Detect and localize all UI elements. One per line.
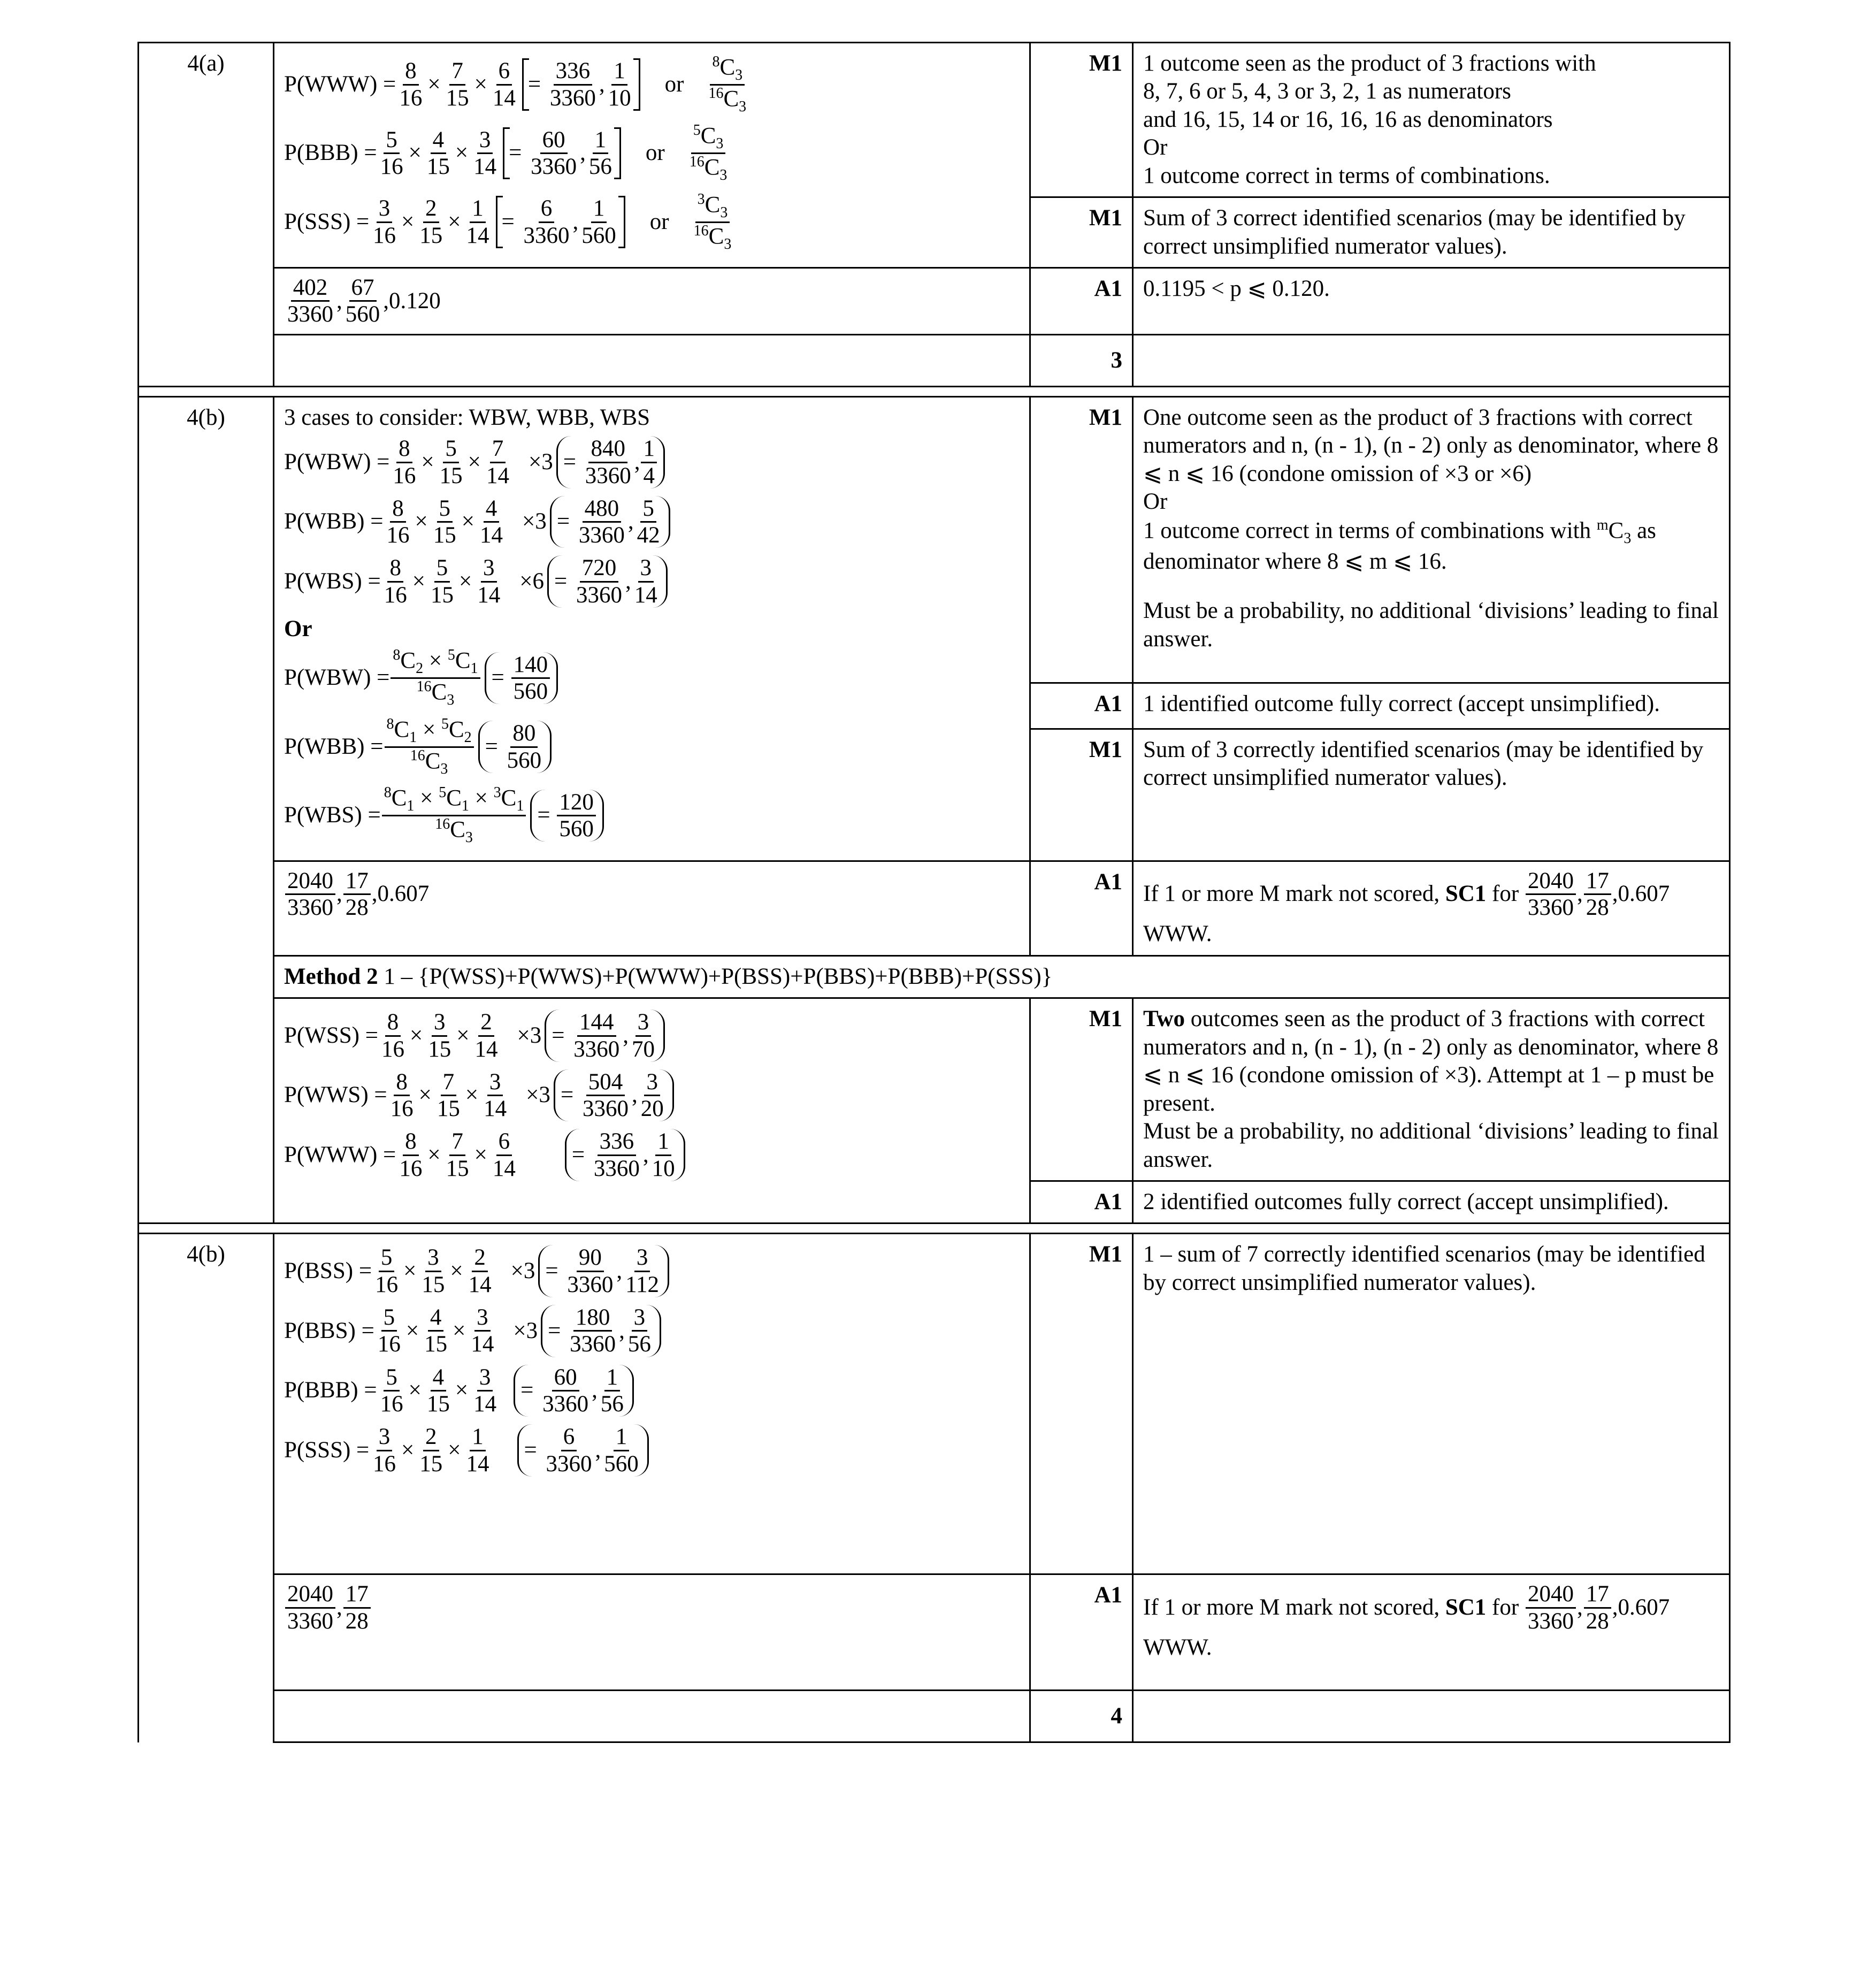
mark-code: M1 — [1030, 396, 1133, 683]
mark-code: A1 — [1030, 1181, 1133, 1223]
mark-code: A1 — [1030, 1574, 1133, 1691]
mark-code: M1 — [1030, 1234, 1133, 1574]
mark-code: A1 — [1030, 683, 1133, 729]
equation-www-m2: P(WWW) = $\frac{8}{16}$ × $\frac{7}{15}$ × $\frac{6}{14}$ = 336 3360 , 1 10 — [284, 1129, 1020, 1181]
mark-code: M1 — [1030, 43, 1133, 197]
mark-code: M1 — [1030, 998, 1133, 1181]
guidance-cell: 0.1195 < p ⩽ 0.120. — [1133, 268, 1730, 335]
mark-scheme-table — [137, 42, 1730, 1743]
guidance-cell: 1 – sum of 7 correctly identified scenarios (may be identified by correct unsimplified numerator values). — [1133, 1234, 1730, 1574]
answer-cell: 2040 3360 , 17 28 — [274, 1574, 1030, 1691]
guidance-cell: Sum of 3 correct identified scenarios (may be identified by correct unsimplified numerator values). — [1133, 197, 1730, 268]
equation-wss: P(WSS) = $\frac{8}{16}$ × $\frac{3}{15}$ × $\frac{2}{14}$ ×3 = 144 3360 , 3 70 — [284, 1010, 1020, 1062]
guidance-cell: 1 outcome seen as the product of 3 fractions with 8, 7, 6 or 5, 4, 3 or 3, 2, 1 as numerators and 16, 15, 14 or 16, 16, 16 as denominators Or 1 outcome correct in terms of combinations. — [1133, 43, 1730, 197]
total-marks: 4 — [1030, 1691, 1133, 1742]
equation-comb-wbs: P(WBS) = $\frac{^8C_1 \times ^5C_1 \times ^3C_1}{^{16}C_3}$ = 120 560 — [284, 785, 1020, 846]
equation-comb-wbw: P(WBW) = $\frac{^8C_2 \times ^5C_1}{^{16}C_3}$ = 140 560 — [284, 647, 1020, 708]
equation-wbs: P(WBS) = $\frac{8}{16}$ × $\frac{5}{15}$ × $\frac{3}{14}$ ×6 = 720 3360 , 3 14 — [284, 555, 1020, 608]
guidance-cell: Two outcomes seen as the product of 3 fractions with correct numerators and n, (n - 1), (n - 2) only as denominator, where 8 ⩽ n ⩽ 16 (condone omission of ×3). Attempt at 1 – p must be present. Must be a probability, no additional ‘divisions’ leading to final answer. — [1133, 998, 1730, 1181]
total-marks: 3 — [1030, 334, 1133, 386]
question-label: 4(b) — [139, 396, 274, 1224]
mark-code: M1 — [1030, 197, 1133, 268]
working-cell — [274, 998, 1030, 1224]
equation-wbw: P(WBW) = $\frac{8}{16}$ × $\frac{5}{15}$ × $\frac{7}{14}$ ×3 = 840 3360 , 1 4 — [284, 436, 1020, 488]
mark-code: A1 — [1030, 268, 1133, 335]
equation-sss: P(SSS) = $\frac{3}{16}$ × $\frac{2}{15}$ × $\frac{1}{14}$ = 6 3360 , 1 560 or $^3C_3$ $^{16}C_3$ — [284, 190, 732, 253]
equation-comb-wbb: P(WBB) = $\frac{^8C_1 \times ^5C_2}{^{16}C_3}$ = 80 560 — [284, 716, 1020, 777]
guidance-cell: Sum of 3 correctly identified scenarios (may be identified by correct unsimplified numerator values). — [1133, 729, 1730, 861]
answer-cell: 402 3360 , 67 560 , 0.120 — [274, 268, 1030, 335]
equation-bbs: P(BBS) = $\frac{5}{16}$ × $\frac{4}{15}$ × $\frac{3}{14}$ ×3 = 180 3360 , 3 56 — [284, 1305, 1020, 1357]
guidance-cell: 1 identified outcome fully correct (accept unsimplified). — [1133, 683, 1730, 729]
answer-cell: 2040 3360 , 17 28 , 0.607 — [274, 861, 1030, 955]
question-label: 4(a) — [139, 43, 274, 335]
method-2-header: Method 2 1 – {P(WSS)+P(WWS)+P(WWW)+P(BSS)+P(BBS)+P(BBB)+P(SSS)} — [274, 955, 1730, 998]
working-cell — [274, 43, 1030, 268]
working-cell: 3 cases to consider: WBW, WBB, WBS P(WBW) = $\frac{8}{16}$ × $\frac{5}{15}$ × $\frac{7}{14}$ ×3 = 840 3360 , 1 4 P(WBB) = $\frac{8}{16}$ × $\frac{5}{15}$ × $\frac{4}{14}$ ×3 = 480 3360 , 5 42 P(WBS) = $\frac{8}{16}$ × $\frac{5}{15}$ × $\frac{3}{14}$ ×6 = 720 3360 , 3 14 Or P(WBW) = $\frac{^8C_2 \times ^5C_1}{^{16}C_3}$ = 140 560 P(WBB) = $\frac{^8C_1 \times ^5C_2}{^{16}C_3}$ = 80 560 P(WBS) = $\frac{^8C_1 \times ^5C_1 \times ^3C_1}{^{16}C_3}$ = 120 560 — [274, 396, 1030, 861]
equation-sss-m2: P(SSS) = $\frac{3}{16}$ × $\frac{2}{15}$ × $\frac{1}{14}$ = 6 3360 , 1 560 — [284, 1424, 1020, 1477]
guidance-cell: One outcome seen as the product of 3 fractions with correct numerators and n, (n - 1), (n - 2) only as denominator, where 8 ⩽ n ⩽ 16 (condone omission of ×3 or ×6) Or 1 outcome correct in terms of combinations with $^mC_3$ as denominator where 8 ⩽ m ⩽ 16. Must be a probability, no additional ‘divisions’ leading to final answer. — [1133, 396, 1730, 683]
equation-bss: P(BSS) = $\frac{5}{16}$ × $\frac{3}{15}$ × $\frac{2}{14}$ ×3 = 90 3360 , 3 112 — [284, 1245, 1020, 1297]
mark-code: M1 — [1030, 729, 1133, 861]
mark-code: A1 — [1030, 861, 1133, 955]
working-cell — [274, 1234, 1030, 1574]
guidance-cell: 2 identified outcomes fully correct (accept unsimplified). — [1133, 1181, 1730, 1223]
equation-wbb: P(WBB) = $\frac{8}{16}$ × $\frac{5}{15}$ × $\frac{4}{14}$ ×3 = 480 3360 , 5 42 — [284, 496, 1020, 548]
equation-www: P(WWW) = $\frac{8}{16}$ × $\frac{7}{15}$ × $\frac{6}{14}$ = 336 3360 , 1 10 or $^8C_3$ $^{16}C_3$ — [284, 53, 747, 115]
question-label: 4(b) — [139, 1234, 274, 1742]
guidance-cell: If 1 or more M mark not scored, SC1 for 2040 3360 , 17 28 , 0.607 WWW. — [1133, 861, 1730, 955]
equation-wws: P(WWS) = $\frac{8}{16}$ × $\frac{7}{15}$ × $\frac{3}{14}$ ×3 = 504 3360 , 3 20 — [284, 1069, 1020, 1122]
equation-bbb: P(BBB) = $\frac{5}{16}$ × $\frac{4}{15}$ × $\frac{3}{14}$ = 60 3360 , 1 56 or $^5C_3$ $^{16}C_3$ — [284, 122, 728, 184]
guidance-cell: If 1 or more M mark not scored, SC1 for 2040 3360 , 17 28 , 0.607 WWW. — [1133, 1574, 1730, 1691]
equation-bbb-m2: P(BBB) = $\frac{5}{16}$ × $\frac{4}{15}$ × $\frac{3}{14}$ = 60 3360 , 1 56 — [284, 1365, 1020, 1417]
